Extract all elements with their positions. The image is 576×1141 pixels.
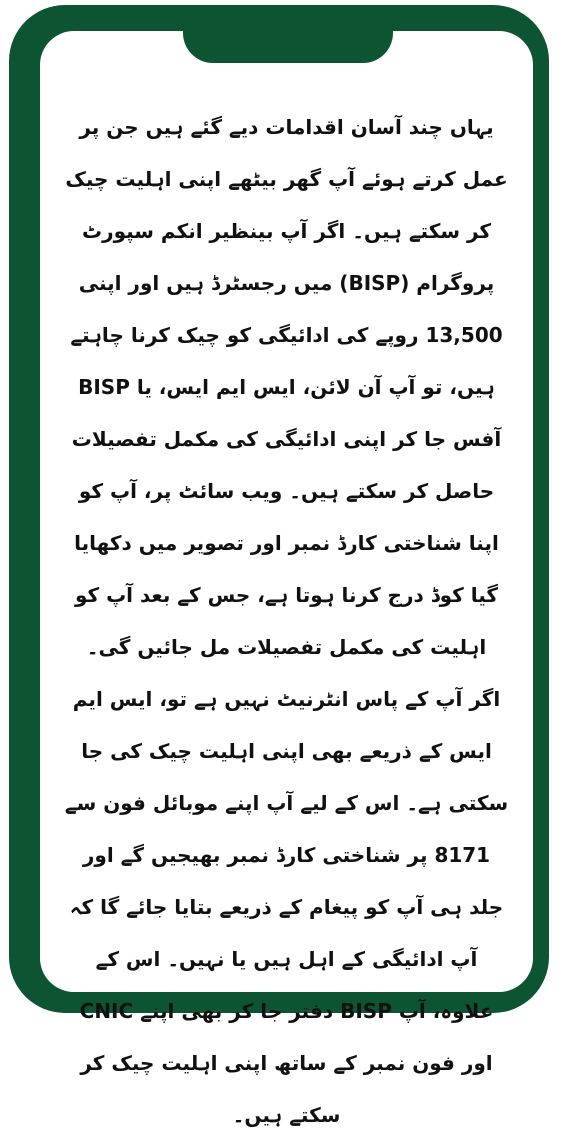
phone-notch: [183, 5, 393, 63]
phone-screen: [40, 31, 533, 1127]
article-body: [64, 101, 509, 1141]
paragraph-2: اگر آپ کے پاس انٹرنیٹ نہیں ہے تو، ایس ایم ایس کے ذریعے بھی اپنی اہلیت چیک کی جا سکتی ہے۔ اس کے لیے آپ اپنے موبائل فون سے 8171 پر شناختی کارڈ نمبر بھیجیں گے اور جلد ہی آپ کو پیغام کے ذریعے بتایا جائے گا کہ آپ ادائیگی کے اہل ہیں یا نہیں۔ اس کے علاوہ، آپ BISP دفتر جا کر بھی اپنے CNIC اور فون نمبر کے ساتھ اپنی اہلیت چیک کر سکتے ہیں۔: [64, 687, 509, 1127]
paragraph-1: یہاں چند آسان اقدامات دیے گئے ہیں جن پر عمل کرتے ہوئے آپ گھر بیٹھے اپنی اہلیت چیک کر سکتے ہیں۔ اگر آپ بینظیر انکم سپورٹ پروگرام (BISP) میں رجسٹرڈ ہیں اور اپنی 13,500 روپے کی ادائیگی کو چیک کرنا چاہتے ہیں، تو آپ آن لائن، ایس ایم ایس، یا BISP آفس جا کر اپنی ادائیگی کی مکمل تفصیلات حاصل کر سکتے ہیں۔ ویب سائٹ پر، آپ کو اپنا شناختی کارڈ نمبر اور تصویر میں دکھایا گیا کوڈ درج کرنا ہوتا ہے، جس کے بعد آپ کو اہلیت کی مکمل تفصیلات مل جائیں گی۔: [65, 115, 508, 659]
